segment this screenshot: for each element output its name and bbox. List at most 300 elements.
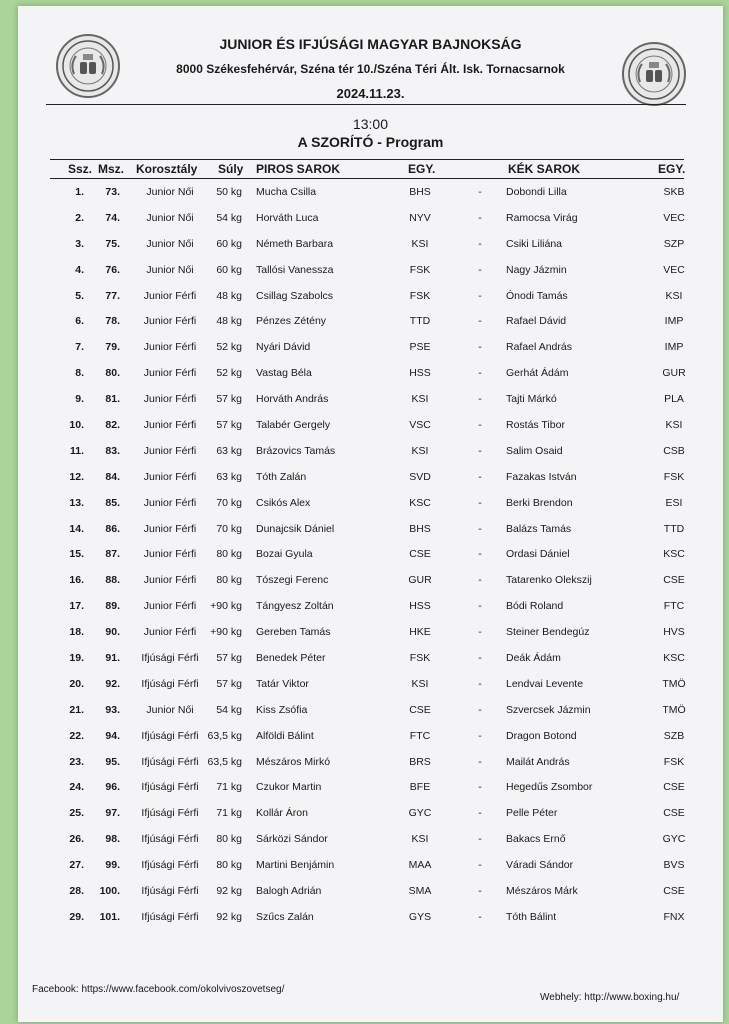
red-corner-club: KSI xyxy=(411,444,429,457)
blue-corner-club: VEC xyxy=(663,211,685,224)
age-group: Ifjúsági Férfi xyxy=(141,652,199,665)
table-row xyxy=(50,387,684,413)
bout-number: 15. xyxy=(69,548,84,561)
blue-corner-club: IMP xyxy=(664,315,684,328)
table-row xyxy=(50,905,684,931)
bout-number: 8. xyxy=(75,367,84,380)
versus-dash: - xyxy=(478,419,482,432)
weight-class: 48 kg xyxy=(216,289,242,302)
match-number: 80. xyxy=(105,367,120,380)
red-corner-club: BRS xyxy=(409,755,431,768)
versus-dash: - xyxy=(478,729,482,742)
red-corner-club: SVD xyxy=(409,470,431,483)
versus-dash: - xyxy=(478,289,482,302)
weight-class: 57 kg xyxy=(216,393,242,406)
col-piros-sarok: PIROS SAROK xyxy=(256,162,341,176)
red-corner-club: KSI xyxy=(411,677,429,690)
red-corner-club: KSI xyxy=(411,237,429,250)
versus-dash: - xyxy=(478,626,482,639)
table-row xyxy=(50,517,684,543)
blue-corner-boxer: Váradi Sándor xyxy=(506,859,574,872)
age-group: Junior Férfi xyxy=(143,626,197,639)
table-row xyxy=(50,568,684,594)
match-number: 87. xyxy=(105,548,120,561)
footer-website: Webhely: http://www.boxing.hu/ xyxy=(540,992,680,1003)
weight-class: 63 kg xyxy=(216,444,242,457)
start-time: 13:00 xyxy=(352,116,389,132)
col-egy-kek: EGY. xyxy=(658,162,686,176)
red-corner-club: KSI xyxy=(411,393,429,406)
versus-dash: - xyxy=(478,367,482,380)
age-group: Junior Női xyxy=(146,263,194,276)
age-group: Junior Férfi xyxy=(143,289,197,302)
blue-corner-boxer: Rostás Tibor xyxy=(506,419,565,432)
red-corner-club: HSS xyxy=(409,600,431,613)
blue-corner-boxer: Lendvai Levente xyxy=(506,677,584,690)
bout-number: 22. xyxy=(69,729,84,742)
red-corner-boxer: Kollár Áron xyxy=(256,807,308,820)
versus-dash: - xyxy=(478,393,482,406)
table-row xyxy=(50,775,684,801)
weight-class: 48 kg xyxy=(216,315,242,328)
weight-class: 80 kg xyxy=(216,833,242,846)
match-number: 81. xyxy=(105,393,120,406)
match-number: 94. xyxy=(105,729,120,742)
header-divider xyxy=(46,104,686,105)
match-number: 74. xyxy=(105,211,120,224)
bout-number: 25. xyxy=(69,807,84,820)
age-group: Junior Férfi xyxy=(143,419,197,432)
weight-class: +90 kg xyxy=(210,626,242,639)
age-group: Junior Férfi xyxy=(143,522,197,535)
blue-corner-boxer: Deák Ádám xyxy=(506,652,561,665)
table-row xyxy=(50,335,684,361)
weight-class: 70 kg xyxy=(216,522,242,535)
blue-corner-club: CSE xyxy=(663,574,685,587)
blue-corner-club: VEC xyxy=(663,263,685,276)
red-corner-boxer: Talabér Gergely xyxy=(256,419,331,432)
red-corner-club: TTD xyxy=(409,315,431,328)
match-number: 99. xyxy=(105,859,120,872)
age-group: Ifjúsági Férfi xyxy=(141,859,199,872)
table-row xyxy=(50,879,684,905)
red-corner-boxer: Csillag Szabolcs xyxy=(256,289,334,302)
bout-number: 13. xyxy=(69,496,84,509)
age-group: Ifjúsági Férfi xyxy=(141,807,199,820)
weight-class: 80 kg xyxy=(216,859,242,872)
age-group: Junior Férfi xyxy=(143,367,197,380)
age-group: Ifjúsági Férfi xyxy=(141,677,199,690)
blue-corner-boxer: Tóth Bálint xyxy=(506,910,557,923)
versus-dash: - xyxy=(478,211,482,224)
match-number: 85. xyxy=(105,496,120,509)
red-corner-boxer: Horváth András xyxy=(256,393,329,406)
red-corner-club: GYC xyxy=(408,807,432,820)
age-group: Junior Női xyxy=(146,211,194,224)
red-corner-club: FTC xyxy=(409,729,431,742)
table-row xyxy=(50,232,684,258)
blue-corner-boxer: Salim Osaid xyxy=(506,444,563,457)
versus-dash: - xyxy=(478,910,482,923)
blue-corner-boxer: Ramocsa Virág xyxy=(506,211,578,224)
blue-corner-boxer: Rafael Dávid xyxy=(506,315,567,328)
red-corner-club: FSK xyxy=(409,263,431,276)
bout-number: 24. xyxy=(69,781,84,794)
bout-number: 14. xyxy=(69,522,84,535)
versus-dash: - xyxy=(478,237,482,250)
red-corner-club: GUR xyxy=(408,574,432,587)
versus-dash: - xyxy=(478,315,482,328)
age-group: Junior Férfi xyxy=(143,393,197,406)
bout-number: 4. xyxy=(75,263,84,276)
blue-corner-boxer: Szvercsek Jázmin xyxy=(506,703,591,716)
bout-number: 5. xyxy=(75,289,84,302)
blue-corner-boxer: Steiner Bendegúz xyxy=(506,626,590,639)
blue-corner-boxer: Tajti Márkó xyxy=(506,393,557,406)
age-group: Junior Női xyxy=(146,186,194,198)
versus-dash: - xyxy=(478,781,482,794)
weight-class: 52 kg xyxy=(216,341,242,354)
table-row xyxy=(50,724,684,750)
bout-number: 21. xyxy=(69,703,84,716)
blue-corner-boxer: Bakacs Ernő xyxy=(506,833,566,846)
match-number: 91. xyxy=(105,652,120,665)
blue-corner-boxer: Balázs Tamás xyxy=(506,522,572,535)
red-corner-boxer: Szűcs Zalán xyxy=(256,910,314,923)
weight-class: 57 kg xyxy=(216,677,242,690)
age-group: Junior Férfi xyxy=(143,574,197,587)
versus-dash: - xyxy=(478,807,482,820)
match-number: 97. xyxy=(105,807,120,820)
table-row xyxy=(50,620,684,646)
blue-corner-boxer: Pelle Péter xyxy=(506,807,558,820)
table-row xyxy=(50,206,684,232)
blue-corner-club: CSE xyxy=(663,885,685,898)
match-number: 73. xyxy=(105,186,120,198)
age-group: Junior Férfi xyxy=(143,341,197,354)
age-group: Ifjúsági Férfi xyxy=(141,885,199,898)
col-ssz: Ssz. xyxy=(68,162,93,176)
program-title: A SZORÍTÓ - Program xyxy=(297,134,444,150)
match-number: 82. xyxy=(105,419,120,432)
blue-corner-club: FNX xyxy=(663,910,685,923)
versus-dash: - xyxy=(478,186,482,198)
red-corner-boxer: Németh Barbara xyxy=(256,237,334,250)
weight-class: 80 kg xyxy=(216,548,242,561)
age-group: Ifjúsági Férfi xyxy=(141,910,199,923)
versus-dash: - xyxy=(478,470,482,483)
red-corner-boxer: Vastag Béla xyxy=(256,367,312,380)
red-corner-club: HKE xyxy=(409,626,431,639)
blue-corner-club: CSE xyxy=(663,807,685,820)
blue-corner-club: GUR xyxy=(662,367,686,380)
age-group: Junior Női xyxy=(146,703,194,716)
table-row xyxy=(50,594,684,620)
bout-number: 23. xyxy=(69,755,84,768)
bout-number: 26. xyxy=(69,833,84,846)
blue-corner-boxer: Dobondi Lilla xyxy=(506,186,567,198)
red-corner-boxer: Mészáros Mirkó xyxy=(256,755,331,768)
bout-number: 6. xyxy=(75,315,84,328)
blue-corner-club: FSK xyxy=(663,755,685,768)
bout-number: 9. xyxy=(75,393,84,406)
red-corner-club: VSC xyxy=(409,419,431,432)
match-number: 77. xyxy=(105,289,120,302)
match-number: 88. xyxy=(105,574,120,587)
table-row xyxy=(50,853,684,879)
blue-corner-boxer: Tatarenko Olekszij xyxy=(506,574,592,587)
match-number: 76. xyxy=(105,263,120,276)
weight-class: 71 kg xyxy=(216,807,242,820)
age-group: Ifjúsági Férfi xyxy=(141,729,199,742)
weight-class: 52 kg xyxy=(216,367,242,380)
match-number: 93. xyxy=(105,703,120,716)
blue-corner-club: KSC xyxy=(663,652,685,665)
table-row xyxy=(50,491,684,517)
blue-corner-boxer: Ónodi Tamás xyxy=(506,289,568,302)
red-corner-club: SMA xyxy=(408,885,432,898)
weight-class: 92 kg xyxy=(216,885,242,898)
weight-class: 80 kg xyxy=(216,574,242,587)
blue-corner-boxer: Mészáros Márk xyxy=(506,885,578,898)
weight-class: 60 kg xyxy=(216,237,242,250)
col-kek-sarok: KÉK SAROK xyxy=(508,162,581,176)
red-corner-boxer: Brázovics Tamás xyxy=(256,444,336,457)
blue-corner-boxer: Hegedűs Zsombor xyxy=(506,781,593,794)
weight-class: 63 kg xyxy=(216,470,242,483)
blue-corner-club: PLA xyxy=(664,393,684,406)
versus-dash: - xyxy=(478,600,482,613)
blue-corner-club: CSE xyxy=(663,781,685,794)
blue-corner-club: FSK xyxy=(663,470,685,483)
table-row xyxy=(50,750,684,776)
versus-dash: - xyxy=(478,755,482,768)
bout-number: 2. xyxy=(75,211,84,224)
red-corner-boxer: Tatár Viktor xyxy=(256,677,309,690)
venue-address: 8000 Székesfehérvár, Széna tér 10./Széna Téri Ált. Isk. Tornacsarnok xyxy=(176,62,565,76)
red-corner-boxer: Czukor Martin xyxy=(256,781,322,794)
blue-corner-club: ESI xyxy=(665,496,683,509)
blue-corner-club: IMP xyxy=(664,341,684,354)
blue-corner-boxer: Mailát András xyxy=(506,755,570,768)
weight-class: 63,5 kg xyxy=(207,729,242,742)
championship-title: JUNIOR ÉS IFJÚSÁGI MAGYAR BAJNOKSÁG xyxy=(219,36,522,52)
bout-number: 27. xyxy=(69,859,84,872)
red-corner-club: BHS xyxy=(409,186,431,198)
col-egy-piros: EGY. xyxy=(408,162,436,176)
blue-corner-boxer: Gerhát Ádám xyxy=(506,367,569,380)
blue-corner-boxer: Dragon Botond xyxy=(506,729,577,742)
weight-class: +90 kg xyxy=(210,600,242,613)
match-number: 95. xyxy=(105,755,120,768)
versus-dash: - xyxy=(478,263,482,276)
red-corner-boxer: Gereben Tamás xyxy=(256,626,331,639)
red-corner-club: FSK xyxy=(409,289,431,302)
red-corner-boxer: Kiss Zsófia xyxy=(256,703,308,716)
red-corner-club: CSE xyxy=(409,548,431,561)
red-corner-boxer: Tóth Zalán xyxy=(256,470,307,483)
table-row xyxy=(50,827,684,853)
weight-class: 60 kg xyxy=(216,263,242,276)
blue-corner-boxer: Nagy Jázmin xyxy=(506,263,567,276)
red-corner-boxer: Balogh Adrián xyxy=(256,885,322,898)
blue-corner-club: KSI xyxy=(665,289,683,302)
footer-facebook: Facebook: https://www.facebook.com/okolvivoszovetseg/ xyxy=(32,984,285,995)
col-msz: Msz. xyxy=(98,162,125,176)
bout-number: 11. xyxy=(69,444,84,457)
blue-corner-club: KSC xyxy=(663,548,685,561)
blue-corner-boxer: Csiki Liliána xyxy=(506,237,563,250)
versus-dash: - xyxy=(478,677,482,690)
blue-corner-boxer: Berki Brendon xyxy=(506,496,573,509)
red-corner-club: HSS xyxy=(409,367,431,380)
bout-number: 17. xyxy=(69,600,84,613)
versus-dash: - xyxy=(478,703,482,716)
blue-corner-club: GYC xyxy=(662,833,686,846)
versus-dash: - xyxy=(478,548,482,561)
weight-class: 54 kg xyxy=(216,211,242,224)
red-corner-boxer: Dunajcsik Dániel xyxy=(256,522,335,535)
versus-dash: - xyxy=(478,444,482,457)
red-corner-boxer: Pénzes Zétény xyxy=(256,315,327,328)
match-number: 84. xyxy=(105,470,120,483)
bout-number: 10. xyxy=(69,419,84,432)
weight-class: 57 kg xyxy=(216,419,242,432)
age-group: Ifjúsági Férfi xyxy=(141,781,199,794)
blue-corner-club: SKB xyxy=(663,186,685,198)
match-number: 79. xyxy=(105,341,120,354)
weight-class: 63,5 kg xyxy=(207,755,242,768)
bout-number: 18. xyxy=(69,626,84,639)
blue-corner-club: TMÖ xyxy=(662,677,686,690)
blue-corner-club: KSI xyxy=(665,419,683,432)
versus-dash: - xyxy=(478,341,482,354)
red-corner-club: BFE xyxy=(409,781,431,794)
versus-dash: - xyxy=(478,574,482,587)
match-number: 75. xyxy=(105,237,120,250)
red-corner-club: KSI xyxy=(411,833,429,846)
red-corner-club: NYV xyxy=(409,211,431,224)
weight-class: 54 kg xyxy=(216,703,242,716)
red-corner-boxer: Mucha Csilla xyxy=(256,186,317,198)
table-row xyxy=(50,361,684,387)
bout-number: 7. xyxy=(75,341,84,354)
blue-corner-boxer: Rafael András xyxy=(506,341,572,354)
table-row xyxy=(50,672,684,698)
table-row xyxy=(50,284,684,310)
table-row xyxy=(50,309,684,335)
table-row xyxy=(50,258,684,284)
bout-number: 29. xyxy=(69,910,84,923)
red-corner-club: GYS xyxy=(408,910,432,923)
match-number: 86. xyxy=(105,522,120,535)
versus-dash: - xyxy=(478,885,482,898)
bout-number: 16. xyxy=(69,574,84,587)
bout-number: 3. xyxy=(75,237,84,250)
blue-corner-club: TTD xyxy=(663,522,685,535)
blue-corner-boxer: Fazakas István xyxy=(506,470,577,483)
bout-list xyxy=(50,180,684,931)
blue-corner-club: FTC xyxy=(663,600,685,613)
red-corner-club: PSE xyxy=(409,341,431,354)
table-header xyxy=(50,159,684,179)
versus-dash: - xyxy=(478,496,482,509)
age-group: Junior Férfi xyxy=(143,470,197,483)
table-row xyxy=(50,801,684,827)
red-corner-boxer: Sárközi Sándor xyxy=(256,833,328,846)
red-corner-boxer: Martini Benjámin xyxy=(256,859,335,872)
red-corner-club: MAA xyxy=(408,859,432,872)
blue-corner-club: BVS xyxy=(663,859,685,872)
table-row xyxy=(50,646,684,672)
red-corner-club: CSE xyxy=(409,703,431,716)
age-group: Junior Férfi xyxy=(143,444,197,457)
red-corner-club: FSK xyxy=(409,652,431,665)
red-corner-boxer: Benedek Péter xyxy=(256,652,326,665)
age-group: Junior Férfi xyxy=(143,496,197,509)
weight-class: 57 kg xyxy=(216,652,242,665)
bout-number: 12. xyxy=(69,470,84,483)
versus-dash: - xyxy=(478,859,482,872)
red-corner-boxer: Nyári Dávid xyxy=(256,341,311,354)
age-group: Junior Női xyxy=(146,237,194,250)
versus-dash: - xyxy=(478,833,482,846)
match-number: 96. xyxy=(105,781,120,794)
blue-corner-boxer: Ordasi Dániel xyxy=(506,548,570,561)
program-sheet xyxy=(18,6,723,1022)
red-corner-boxer: Horváth Luca xyxy=(256,211,319,224)
table-row xyxy=(50,413,684,439)
table-row xyxy=(50,698,684,724)
age-group: Ifjúsági Férfi xyxy=(141,755,199,768)
match-number: 83. xyxy=(105,444,120,457)
match-number: 101. xyxy=(99,910,120,923)
versus-dash: - xyxy=(478,652,482,665)
blue-corner-club: SZB xyxy=(663,729,685,742)
match-number: 89. xyxy=(105,600,120,613)
weight-class: 71 kg xyxy=(216,781,242,794)
blue-corner-club: SZP xyxy=(663,237,685,250)
col-suly: Súly xyxy=(218,162,244,176)
match-number: 100. xyxy=(99,885,120,898)
bout-number: 19. xyxy=(69,652,84,665)
weight-class: 92 kg xyxy=(216,910,242,923)
age-group: Junior Férfi xyxy=(143,548,197,561)
blue-corner-club: TMÖ xyxy=(662,703,686,716)
age-group: Junior Férfi xyxy=(143,315,197,328)
match-number: 78. xyxy=(105,315,120,328)
event-date: 2024.11.23. xyxy=(336,86,405,101)
table-row xyxy=(50,542,684,568)
col-korosztaly: Korosztály xyxy=(136,162,198,176)
red-corner-club: KSC xyxy=(409,496,431,509)
red-corner-boxer: Tángyesz Zoltán xyxy=(256,600,334,613)
age-group: Junior Férfi xyxy=(143,600,197,613)
bout-number: 20. xyxy=(69,677,84,690)
match-number: 92. xyxy=(105,677,120,690)
red-corner-boxer: Tószegi Ferenc xyxy=(256,574,329,587)
blue-corner-club: HVS xyxy=(663,626,685,639)
blue-corner-club: CSB xyxy=(663,444,685,457)
match-number: 90. xyxy=(105,626,120,639)
age-group: Ifjúsági Férfi xyxy=(141,833,199,846)
red-corner-boxer: Bozai Gyula xyxy=(256,548,313,561)
table-row xyxy=(50,465,684,491)
bout-number: 1. xyxy=(75,186,84,198)
table-row xyxy=(50,180,684,206)
red-corner-boxer: Csikós Alex xyxy=(256,496,311,509)
red-corner-boxer: Alföldi Bálint xyxy=(256,729,314,742)
